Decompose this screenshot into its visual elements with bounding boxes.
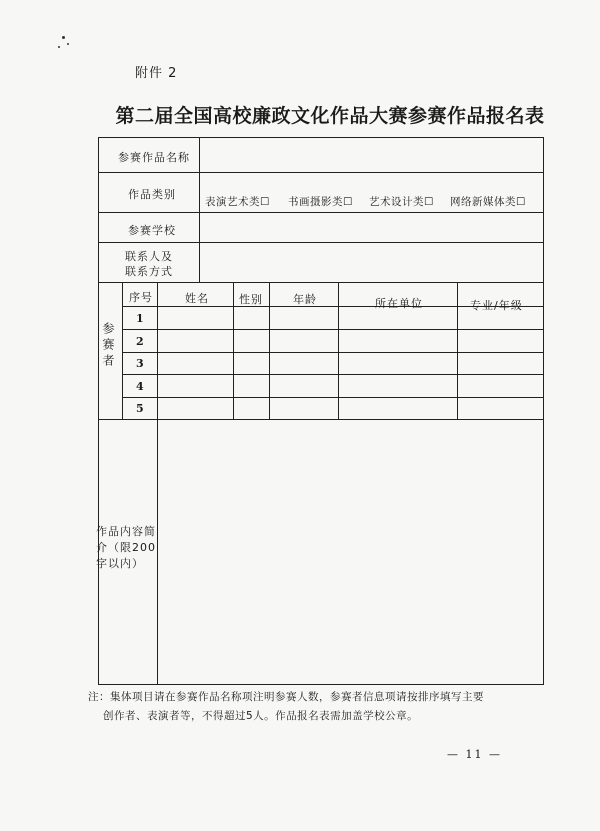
attachment-label: 附件 2 (135, 66, 178, 81)
category-option-new-media[interactable]: 网络新媒体类☐ (450, 196, 526, 208)
category-option-performance[interactable]: 表演艺术类☐ (205, 196, 270, 208)
contact-label-line2: 联系方式 (125, 265, 173, 278)
contact-field[interactable] (201, 244, 541, 281)
table-border-right (543, 137, 544, 685)
row-number: 1 (136, 312, 145, 325)
content-summary-field[interactable] (159, 421, 542, 683)
participants-label-divider (122, 282, 123, 419)
unit-column-divider (457, 282, 458, 419)
page-number: — 11 — (447, 748, 502, 761)
age-column-divider (338, 282, 339, 419)
name-column-divider (233, 282, 234, 419)
school-field[interactable] (201, 214, 541, 241)
table-border-top (98, 137, 544, 138)
entry-name-label: 参赛作品名称 (118, 151, 190, 164)
row-divider (98, 282, 544, 283)
row-divider (98, 242, 544, 243)
row-divider (98, 172, 544, 173)
participant-row-divider (122, 352, 544, 353)
school-label: 参赛学校 (128, 224, 176, 237)
footnote (88, 688, 548, 726)
label-column-divider (199, 137, 200, 282)
table-border-left (98, 137, 99, 685)
category-option-art-design[interactable]: 艺术设计类☐ (369, 196, 434, 208)
scan-speck (62, 36, 65, 39)
row-divider (98, 212, 544, 213)
header-gender: 性别 (239, 293, 263, 306)
header-major-grade: 专业/年级 (470, 299, 523, 312)
section-divider (98, 419, 544, 420)
header-seq: 序号 (129, 291, 153, 304)
contact-label-line1: 联系人及 (125, 250, 173, 263)
scan-speck (67, 43, 69, 45)
table-border-bottom (98, 684, 544, 685)
header-unit: 所在单位 (375, 297, 423, 310)
row-number: 5 (136, 402, 145, 415)
category-option-calligraphy-photo[interactable]: 书画摄影类☐ (288, 196, 353, 208)
row-number: 2 (136, 335, 145, 348)
footnote-line2: 创作者、表演者等，不得超过5人。作品报名表需加盖学校公章。 (103, 710, 419, 722)
participant-row-divider (122, 374, 544, 375)
row-number: 4 (136, 380, 145, 393)
scan-speck (58, 46, 60, 48)
gender-column-divider (269, 282, 270, 419)
page-title: 第二届全国高校廉政文化作品大赛参赛作品报名表 (115, 105, 545, 127)
header-name: 姓名 (185, 292, 209, 305)
seq-column-divider (157, 282, 158, 684)
category-label: 作品类别 (128, 188, 176, 201)
participant-row-divider (122, 329, 544, 330)
participants-label: 参赛者 (101, 322, 115, 370)
header-age: 年龄 (293, 293, 317, 306)
entry-name-field[interactable] (201, 139, 541, 171)
participant-row-divider (122, 397, 544, 398)
footnote-line1: 注：集体项目请在参赛作品名称项注明参赛人数，参赛者信息项请按排序填写主要 (88, 691, 484, 703)
row-number: 3 (136, 357, 145, 370)
content-summary-label: 作品内容简介（限200 字以内） (96, 525, 156, 570)
